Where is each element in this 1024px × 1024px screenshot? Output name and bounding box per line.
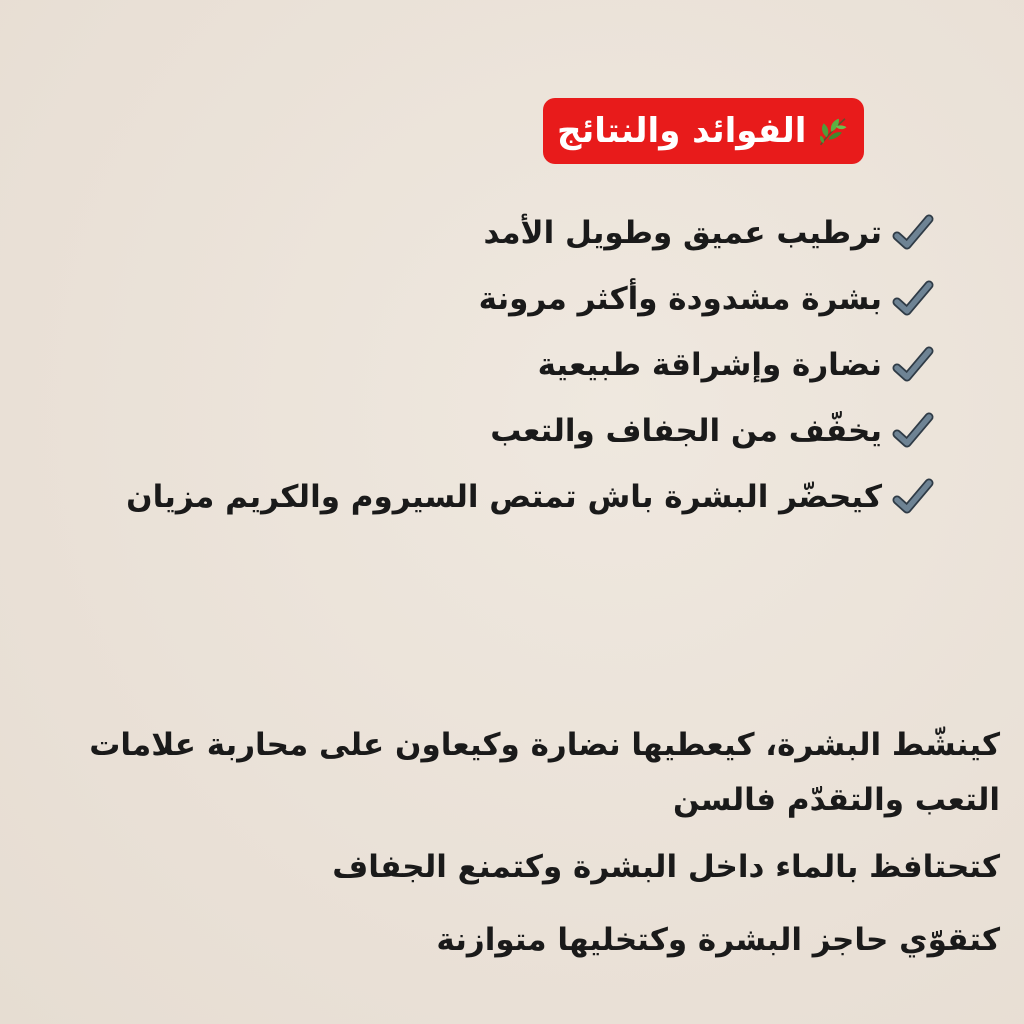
check-mark-icon bbox=[890, 276, 936, 322]
benefit-text: نضارة وإشراقة طبيعية bbox=[537, 347, 882, 383]
list-item bbox=[136, 200, 936, 266]
benefit-text: ترطيب عميق وطويل الأمد bbox=[483, 215, 882, 251]
list-item bbox=[136, 398, 936, 464]
benefit-text: يخفّف من الجفاف والتعب bbox=[490, 413, 882, 449]
check-mark-icon bbox=[890, 474, 936, 520]
description-paragraph: كتحتافظ بالماء داخل البشرة وكتمنع الجفاف bbox=[332, 849, 1000, 885]
benefits-list bbox=[126, 200, 936, 530]
description-paragraph: كتقوّي حاجز البشرة وكتخليها متوازنة bbox=[436, 922, 1000, 958]
description-paragraph: كينشّط البشرة، كيعطيها نضارة وكيعاون على محاربة علامات التعب والتقدّم فالسن bbox=[89, 727, 1000, 818]
page-title: الفوائد والنتائج bbox=[557, 111, 807, 151]
check-mark-icon bbox=[890, 408, 936, 454]
check-mark-icon bbox=[890, 210, 936, 256]
herb-leaf-icon bbox=[816, 109, 850, 153]
title-badge bbox=[543, 98, 864, 164]
list-item bbox=[126, 464, 936, 530]
check-mark-icon bbox=[890, 342, 936, 388]
benefit-text: كيحضّر البشرة باش تمتص السيروم والكريم مزيان bbox=[126, 479, 882, 515]
list-item bbox=[136, 266, 936, 332]
benefit-text: بشرة مشدودة وأكثر مرونة bbox=[478, 281, 882, 317]
list-item bbox=[136, 332, 936, 398]
